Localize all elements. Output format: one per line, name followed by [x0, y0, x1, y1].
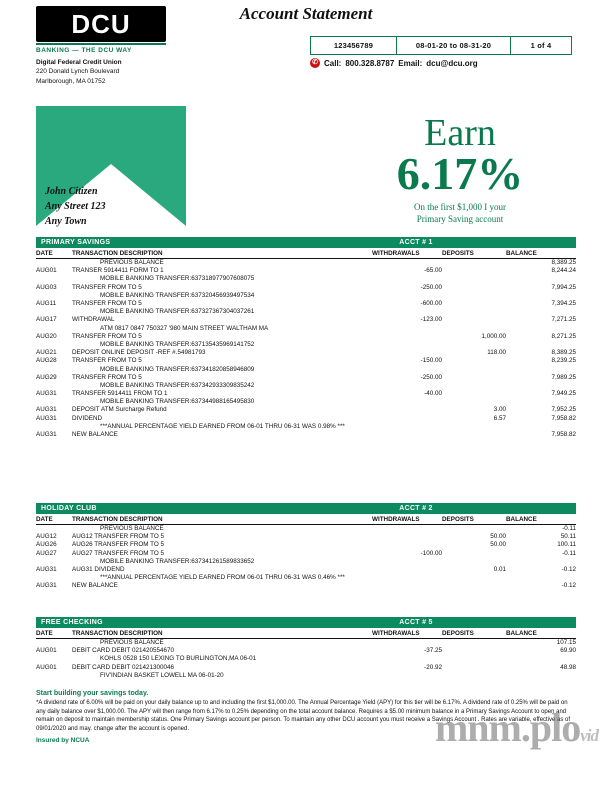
cell-balance [506, 275, 576, 283]
cell-date [36, 398, 72, 406]
page-title: Account Statement [239, 4, 373, 23]
cell-deposit [442, 291, 506, 299]
cell-deposit [442, 655, 506, 663]
cell-balance [506, 381, 576, 389]
cell-balance: 8,389.25 [551, 259, 576, 267]
table-row [36, 291, 576, 299]
cell-date [36, 381, 72, 389]
cell-date [36, 340, 72, 348]
ncua-notice: Insured by NCUA [36, 736, 90, 744]
cell-balance [506, 557, 576, 565]
promo-subtext-line-1: On the first $1,000 I your [414, 202, 506, 213]
column-header-date: DATE [36, 628, 72, 638]
customer-name: John Citizen [45, 186, 98, 197]
cell-balance [506, 324, 576, 332]
cell-balance: -0.12 [561, 566, 576, 574]
promo-earn-label: Earn [424, 112, 496, 154]
cell-deposit [442, 324, 506, 332]
cell-deposit [442, 357, 506, 365]
column-header-date: DATE [36, 514, 72, 524]
cell-date [36, 574, 72, 582]
cell-date [36, 524, 72, 533]
cell-description: WITHDRAWAL [72, 316, 115, 324]
cell-date: AUG11 [36, 300, 57, 308]
table-row [36, 655, 576, 663]
cell-description: TRANSFER FROM TO 5 [72, 373, 142, 381]
cell-description: NEW BALANCE [72, 431, 118, 439]
cell-date: AUG20 [36, 332, 57, 340]
cell-balance: 8,239.25 [551, 357, 576, 365]
account-section-primary-savings [36, 237, 576, 439]
account-section-free-checking [36, 617, 576, 679]
table-row [36, 283, 576, 291]
cell-balance: -0.11 [562, 549, 576, 557]
cell-date [36, 422, 72, 430]
cell-description: TRANSFER FROM TO 5 [72, 300, 142, 308]
customer-address-block [45, 184, 106, 229]
table-row [36, 316, 576, 324]
cell-description [72, 365, 372, 373]
cell-description: DIVIDEND [72, 414, 103, 422]
cell-withdrawal [372, 414, 442, 422]
cell-balance [506, 340, 576, 348]
table-row [36, 357, 576, 365]
cell-description [72, 422, 372, 430]
cell-balance: 7,949.25 [551, 390, 576, 398]
cell-withdrawal [372, 291, 442, 299]
cell-deposit [442, 275, 506, 283]
section-account-label: ACCT # 1 [399, 239, 433, 246]
address-line-2: Marlborough, MA 01752 [36, 77, 106, 85]
cell-deposit [442, 582, 506, 590]
column-header-withdrawals: WITHDRAWALS [372, 514, 442, 524]
cell-balance: 7,994.25 [551, 283, 576, 291]
cell-withdrawal: -600.00 [420, 300, 442, 308]
table-row [36, 647, 576, 655]
description-detail: MOBILE BANKING TRANSFER:637320456939497534 [100, 291, 255, 299]
cell-balance: 8,244.24 [551, 267, 576, 275]
cell-withdrawal [372, 638, 442, 647]
cell-deposit: 6.57 [493, 414, 506, 422]
cell-withdrawal [372, 671, 442, 679]
transaction-table [36, 628, 576, 679]
cell-description [72, 291, 372, 299]
cell-deposit [442, 422, 506, 430]
cell-description [72, 308, 372, 316]
description-detail: ***ANNUAL PERCENTAGE YIELD EARNED FROM 06-01 THRU 06-31 WAS 0.98% *** [100, 422, 345, 430]
cell-withdrawal: -250.00 [420, 373, 442, 381]
column-header-balance: BALANCE [506, 628, 576, 638]
cell-deposit [442, 638, 506, 647]
table-row [36, 663, 576, 671]
cell-balance: 7,952.25 [551, 406, 576, 414]
cell-balance: 107.15 [556, 639, 576, 647]
column-header-withdrawals: WITHDRAWALS [372, 248, 442, 258]
cell-balance: 7,989.25 [551, 373, 576, 381]
promo-subtext-line-2: Primary Saving account [416, 214, 504, 225]
cell-withdrawal [372, 349, 442, 357]
document-header [0, 0, 612, 100]
column-header-balance: BALANCE [506, 248, 576, 258]
cell-description: NEW BALANCE [72, 582, 118, 590]
account-section-holiday-club [36, 503, 576, 590]
cell-description [72, 671, 372, 679]
cell-balance: 7,271.25 [551, 316, 576, 324]
cell-description: TRANSFER FROM TO 5 [72, 283, 142, 291]
cell-date: AUG31 [36, 414, 57, 422]
table-row [36, 340, 576, 348]
table-row [36, 638, 576, 647]
table-row [36, 565, 576, 573]
cell-deposit [442, 574, 506, 582]
cell-withdrawal [372, 381, 442, 389]
cell-withdrawal [372, 430, 442, 438]
cell-deposit [442, 430, 506, 438]
table-row [36, 582, 576, 590]
cell-withdrawal: -37.25 [424, 647, 442, 655]
cell-date [36, 324, 72, 332]
cell-deposit [442, 390, 506, 398]
footer-title: Start building your savings today. [36, 690, 149, 697]
cell-description [72, 638, 372, 647]
contact-line [310, 58, 572, 68]
column-header-deposits: DEPOSITS [442, 628, 506, 638]
column-header-deposits: DEPOSITS [442, 514, 506, 524]
cell-deposit [442, 647, 506, 655]
cell-description: TRANSFER FROM TO 5 [72, 332, 142, 340]
cell-description: AUG12 TRANSFER FROM TO 5 [72, 533, 165, 541]
column-header-description: TRANSACTION DESCRIPTION [72, 514, 372, 524]
cell-deposit: 1,000.00 [481, 332, 506, 340]
column-header-date: DATE [36, 248, 72, 258]
cell-description [72, 324, 372, 332]
email-address: dcu@dcu.org [426, 58, 478, 68]
cell-deposit [442, 283, 506, 291]
cell-balance [506, 655, 576, 663]
cell-date [36, 557, 72, 565]
section-title: HOLIDAY CLUB [41, 505, 97, 512]
cell-deposit: 50.00 [490, 533, 506, 541]
cell-withdrawal [372, 655, 442, 663]
cell-description [72, 524, 372, 533]
cell-date: AUG01 [36, 267, 57, 275]
cell-balance [506, 422, 576, 430]
cell-withdrawal: -250.00 [420, 283, 442, 291]
cell-deposit [442, 671, 506, 679]
cell-deposit: 3.00 [493, 406, 506, 414]
table-row [36, 332, 576, 340]
cell-withdrawal [372, 258, 442, 267]
cell-withdrawal [372, 541, 442, 549]
table-row [36, 308, 576, 316]
table-row [36, 549, 576, 557]
page-number: 1 of 4 [530, 41, 552, 50]
description-detail: MOBILE BANKING TRANSFER:637318977907608075 [100, 275, 255, 283]
cell-deposit: 118.00 [487, 349, 506, 357]
cell-deposit [442, 549, 506, 557]
description-detail: MOBILE BANKING TRANSFER:637341261589833652 [100, 557, 255, 565]
table-row [36, 671, 576, 679]
cell-withdrawal [372, 340, 442, 348]
cell-withdrawal [372, 324, 442, 332]
table-row [36, 381, 576, 389]
table-row [36, 541, 576, 549]
cell-balance: 50.11 [560, 533, 576, 541]
description-detail: ***ANNUAL PERCENTAGE YIELD EARNED FROM 06-01 THRU 06-31 WAS 0.46% *** [100, 574, 345, 582]
cell-deposit [442, 398, 506, 406]
cell-balance: 7,958.82 [551, 414, 576, 422]
table-row [36, 414, 576, 422]
cell-balance: -0.12 [561, 582, 576, 590]
cell-date: AUG27 [36, 549, 57, 557]
cell-balance [506, 671, 576, 679]
cell-description [72, 381, 372, 389]
cell-withdrawal [372, 557, 442, 565]
cell-withdrawal: -150.00 [420, 357, 442, 365]
description-detail: MOBILE BANKING TRANSFER:637342933309835242 [100, 381, 255, 389]
cell-balance: 48.98 [560, 663, 576, 671]
customer-city: Any Town [45, 216, 87, 227]
table-row [36, 365, 576, 373]
footer-body: *A dividend rate of 6.00% will be paid on your daily balance up to and including the first $1,000.00. The Annual Percentage Yield (APY) for this tier will be 6.17%. A dividend rate of 0.25% will be paid on any daily balance over $1,000.00. The APY will then range from 6.17% to 0.25% depending on the total account balance. Requires a $5.00 minimum balance in a Primary Savings Account to open and remain on deposit to maintain membership status. One Primary Savings account per person. To maintain any other DCU account you must receive a Savings Account . Rates are variable, effective as of 09/01/2020 and may. change after the account is opened. [36, 700, 571, 733]
transaction-table [36, 248, 576, 439]
table-row [36, 406, 576, 414]
cell-date: AUG28 [36, 357, 57, 365]
cell-date: AUG03 [36, 283, 57, 291]
table-row [36, 258, 576, 267]
cell-date: AUG26 [36, 541, 57, 549]
description-detail: FIV'INDIAN BASKET LOWELL MA 06-01-20 [100, 671, 224, 679]
cell-date: AUG01 [36, 663, 57, 671]
cell-description: DEPOSIT ATM Surcharge Refund [72, 406, 167, 414]
description-detail: MOBILE BANKING TRANSFER:637341820858946809 [100, 365, 255, 373]
cell-balance: 69.90 [560, 647, 576, 655]
cell-withdrawal [372, 398, 442, 406]
cell-description [72, 398, 372, 406]
cell-date: AUG31 [36, 582, 57, 590]
cell-description [72, 275, 372, 283]
cell-deposit [442, 557, 506, 565]
cell-description: TRANSFER 5914411 FROM TO 1 [72, 390, 168, 398]
cell-date: AUG31 [36, 431, 57, 439]
cell-date [36, 308, 72, 316]
phone-icon: ✆ [310, 58, 320, 68]
logo-tagline: BANKING — THE DCU WAY [36, 47, 132, 54]
cell-withdrawal: -40.00 [424, 390, 442, 398]
cell-date [36, 258, 72, 267]
institution-address [36, 58, 176, 86]
description-detail: ATM 0817 0847 750327 '980 MAIN STREET WALTHAM MA [100, 324, 269, 332]
cell-deposit [442, 316, 506, 324]
section-title: FREE CHECKING [41, 619, 103, 626]
cell-date [36, 365, 72, 373]
cell-withdrawal [372, 275, 442, 283]
table-row [36, 275, 576, 283]
cell-withdrawal [372, 524, 442, 533]
cell-withdrawal [372, 565, 442, 573]
cell-deposit [442, 365, 506, 373]
cell-balance [506, 291, 576, 299]
section-account-label: ACCT # 2 [399, 505, 433, 512]
cell-date: AUG31 [36, 566, 57, 574]
cell-description: AUG27 TRANSFER FROM TO 5 [72, 549, 165, 557]
cell-description [72, 574, 372, 582]
column-header-withdrawals: WITHDRAWALS [372, 628, 442, 638]
cell-description: DEPOSIT ONLINE DEPOSIT -REF #.54981793 [72, 349, 206, 357]
promo-rate: 6.17% [396, 148, 524, 199]
cell-balance [506, 398, 576, 406]
cell-deposit [442, 663, 506, 671]
cell-date: AUG31 [36, 390, 57, 398]
section-header [36, 617, 576, 628]
cell-date: AUG17 [36, 316, 57, 324]
cell-deposit [442, 258, 506, 267]
cell-description: TRANSER 5914411 FORM TO 1 [72, 267, 164, 275]
cell-balance [506, 308, 576, 316]
cell-withdrawal: -65.00 [424, 267, 442, 275]
column-header-description: TRANSACTION DESCRIPTION [72, 248, 372, 258]
cell-date [36, 671, 72, 679]
cell-balance: -0.11 [562, 525, 576, 533]
cell-description: AUG26 TRANSFER FROM TO 5 [72, 541, 165, 549]
logo-divider [36, 43, 166, 45]
cell-deposit [442, 299, 506, 307]
cell-withdrawal: -100.00 [420, 549, 442, 557]
description-detail: MOBILE BANKING TRANSFER:637327367304037261 [100, 308, 255, 316]
cell-withdrawal [372, 574, 442, 582]
cell-balance: 7,394.25 [551, 300, 576, 308]
cell-withdrawal [372, 308, 442, 316]
account-summary-bar [310, 36, 572, 55]
cell-withdrawal [372, 533, 442, 541]
cell-balance: 100.11 [557, 541, 576, 549]
footer-disclosure [36, 690, 576, 744]
customer-street: Any Street 123 [45, 201, 106, 212]
description-detail: PREVIOUS BALANCE [100, 259, 164, 267]
cell-withdrawal [372, 422, 442, 430]
cell-date [36, 638, 72, 647]
cell-description [72, 258, 372, 267]
cell-date: AUG01 [36, 647, 57, 655]
cell-date: AUG12 [36, 533, 57, 541]
cell-deposit [442, 373, 506, 381]
cell-date [36, 275, 72, 283]
cell-withdrawal [372, 406, 442, 414]
table-row [36, 398, 576, 406]
address-line-1: 220 Donald Lynch Boulevard [36, 68, 120, 76]
table-row [36, 324, 576, 332]
cell-withdrawal [372, 582, 442, 590]
cell-deposit [442, 308, 506, 316]
cell-withdrawal: -20.92 [424, 663, 442, 671]
table-row [36, 422, 576, 430]
cell-description: DEBIT CARD DEBIT 021420554670 [72, 647, 174, 655]
cell-withdrawal: -123.00 [420, 316, 442, 324]
cell-description [72, 340, 372, 348]
cell-deposit [442, 340, 506, 348]
table-row [36, 557, 576, 565]
cell-deposit: 50.00 [490, 541, 506, 549]
cell-description: TRANSFER FROM TO 5 [72, 357, 142, 365]
account-number: 123456789 [311, 37, 397, 54]
phone-number: 800.328.8787 [345, 58, 395, 68]
cell-balance: 7,958.82 [551, 431, 576, 439]
table-row [36, 533, 576, 541]
call-label: Call: [324, 58, 342, 68]
description-detail: MOBILE BANKING TRANSFER:637344988165495830 [100, 398, 255, 406]
promo-subtext [330, 201, 590, 225]
cell-date: AUG21 [36, 349, 57, 357]
cell-description [72, 557, 372, 565]
cell-description [72, 655, 372, 663]
cell-balance [506, 574, 576, 582]
table-row [36, 524, 576, 533]
table-row [36, 349, 576, 357]
cell-withdrawal [372, 365, 442, 373]
logo-text: DCU [71, 8, 131, 39]
cell-date: AUG29 [36, 373, 57, 381]
transaction-table [36, 514, 576, 590]
cell-balance [506, 365, 576, 373]
cell-date: AUG31 [36, 406, 57, 414]
column-header-description: TRANSACTION DESCRIPTION [72, 628, 372, 638]
promo-offer [330, 114, 590, 226]
description-detail: PREVIOUS BALANCE [100, 639, 164, 647]
cell-deposit [442, 524, 506, 533]
cell-deposit [442, 267, 506, 275]
section-title: PRIMARY SAVINGS [41, 239, 111, 246]
cell-withdrawal [372, 332, 442, 340]
column-header-balance: BALANCE [506, 514, 576, 524]
statement-period: 08-01-20 to 08-31-20 [397, 37, 511, 54]
cell-date [36, 655, 72, 663]
promo-band [0, 100, 612, 235]
description-detail: PREVIOUS BALANCE [100, 525, 164, 533]
column-header-deposits: DEPOSITS [442, 248, 506, 258]
table-row [36, 267, 576, 275]
cell-deposit: 0.01 [493, 566, 506, 574]
watermark-text: mnm.plo [434, 705, 581, 750]
section-account-label: ACCT # 5 [399, 619, 433, 626]
description-detail: KOHLS 0528 150 LEXING TO BURLINGTON,MA 06-01 [100, 655, 257, 663]
table-row [36, 299, 576, 307]
cell-deposit [442, 381, 506, 389]
cell-balance: 8,271.25 [551, 332, 576, 340]
table-row [36, 390, 576, 398]
cell-date [36, 291, 72, 299]
table-row [36, 373, 576, 381]
table-row [36, 574, 576, 582]
section-header [36, 237, 576, 248]
table-row [36, 430, 576, 438]
institution-name: Digital Federal Credit Union [36, 59, 122, 66]
section-header [36, 503, 576, 514]
cell-description: AUG31 DIVIDEND [72, 566, 125, 574]
cell-description: DEBIT CARD DEBIT 021421300046 [72, 663, 174, 671]
email-label: Email: [398, 58, 423, 68]
cell-balance: 8,389.25 [551, 349, 576, 357]
watermark-suffix: vid [580, 726, 598, 745]
description-detail: MOBILE BANKING TRANSFER:637135435969141752 [100, 340, 255, 348]
